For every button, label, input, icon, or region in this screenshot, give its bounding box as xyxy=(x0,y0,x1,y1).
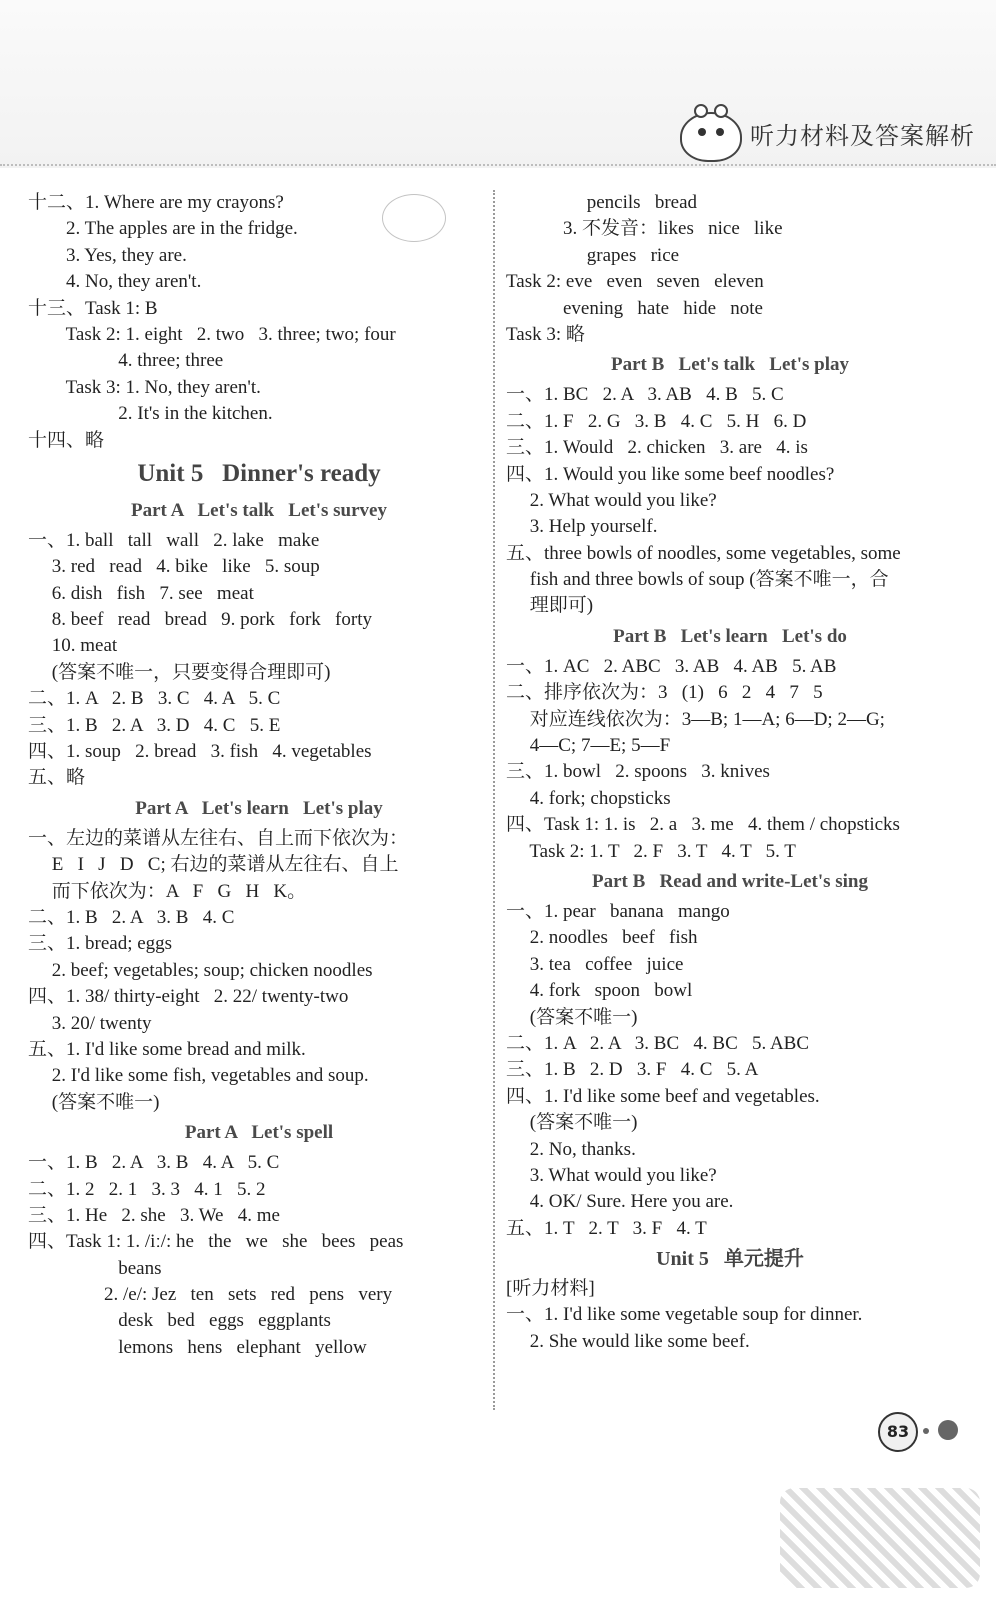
watermark-logo xyxy=(780,1488,980,1588)
answer-line: 三、1. B 2. D 3. F 4. C 5. A xyxy=(506,1059,759,1081)
answer-line: 4. three; three xyxy=(28,350,224,372)
answer-line: 十三、Task 1: B xyxy=(28,297,158,319)
answer-line: 理即可) xyxy=(506,595,594,617)
mascot-icon xyxy=(680,112,742,162)
section-heading: Part B Let's talk Let's play xyxy=(610,354,850,376)
answer-line: grapes rice xyxy=(506,244,680,266)
answer-line: (答案不唯一) xyxy=(506,1006,638,1028)
answer-line: 一、1. B 2. A 3. B 4. A 5. C xyxy=(28,1152,280,1174)
answer-line: 4. fork spoon bowl xyxy=(506,980,693,1002)
answer-line: Task 2: 1. T 2. F 3. T 4. T 5. T xyxy=(506,840,796,862)
answer-line: 2. What would you like? xyxy=(506,489,717,511)
answer-line: 四、1. Would you like some beef noodles? xyxy=(506,463,835,485)
answer-line: 十四、略 xyxy=(28,429,105,451)
page-number: 83 xyxy=(878,1412,918,1452)
answer-line: 一、1. BC 2. A 3. AB 4. B 5. C xyxy=(506,384,784,406)
answer-line: 3. 20/ twenty xyxy=(28,1012,152,1034)
section-heading: Part B Read and write-Let's sing xyxy=(591,870,868,892)
eye-icon xyxy=(716,128,724,136)
answer-line: 10. meat xyxy=(28,635,118,657)
answer-line: evening hate hide note xyxy=(506,297,763,319)
answer-line: 四、1. soup 2. bread 3. fish 4. vegetables xyxy=(28,741,372,763)
answer-line: 五、略 xyxy=(28,767,86,789)
section-heading: Part A Let's learn Let's play xyxy=(135,797,383,819)
answer-line: 4. No, they aren't. xyxy=(28,271,202,293)
answer-line: 四、1. 38/ thirty-eight 2. 22/ twenty-two xyxy=(28,986,349,1008)
antenna-icon xyxy=(694,104,708,118)
unit-heading: Unit 5 单元提升 xyxy=(656,1248,804,1271)
answer-line: 2. No, thanks. xyxy=(506,1138,636,1160)
answer-line: beans xyxy=(28,1257,162,1279)
answer-line: 四、Task 1: 1. /iː/: he the we she bees peas xyxy=(28,1231,404,1253)
answer-line: 十二、1. Where are my crayons? xyxy=(28,192,284,213)
answer-line: Task 3: 略 xyxy=(506,323,585,345)
answer-line: 4—C; 7—E; 5—F xyxy=(506,735,671,757)
answer-line: Task 2: 1. eight 2. two 3. three; two; four xyxy=(28,323,396,345)
answer-line: 三、1. bread; eggs xyxy=(28,933,173,955)
answer-line: 二、1. F 2. G 3. B 4. C 5. H 6. D xyxy=(506,410,807,432)
answer-line: 6. dish fish 7. see meat xyxy=(28,582,254,604)
answer-line: 对应连线依次为：3—B; 1—A; 6—D; 2—G; xyxy=(506,708,885,730)
answer-line: 3. red read 4. bike like 5. soup xyxy=(28,556,320,578)
answer-line: 一、1. pear banana mango xyxy=(506,900,730,922)
answer-line: 一、1. AC 2. ABC 3. AB 4. AB 5. AB xyxy=(506,655,837,677)
answer-line: 2. The apples are in the fridge. xyxy=(28,218,298,240)
answer-line: 五、1. I'd like some bread and milk. xyxy=(28,1038,306,1060)
answer-line: 3. 不发音：likes nice like xyxy=(506,218,783,240)
answer-line: pencils bread xyxy=(506,192,698,213)
right-column xyxy=(506,190,954,1355)
answer-line: 四、Task 1: 1. is 2. a 3. me 4. them / chopsticks xyxy=(506,814,900,836)
answer-line: 2. It's in the kitchen. xyxy=(28,403,273,425)
answer-line: 二、排序依次为：3 (1) 6 2 4 7 5 xyxy=(506,682,823,704)
answer-line: 二、1. B 2. A 3. B 4. C xyxy=(28,906,235,928)
section-heading: Part B Let's learn Let's do xyxy=(613,625,847,647)
answer-line: 4. fork; chopsticks xyxy=(506,787,671,809)
answer-line: 3. Help yourself. xyxy=(506,516,658,538)
answer-line: 四、1. I'd like some beef and vegetables. xyxy=(506,1085,820,1107)
answer-line: 三、1. bowl 2. spoons 3. knives xyxy=(506,761,770,783)
answer-line: (答案不唯一) xyxy=(28,1091,160,1113)
answer-line: 一、1. I'd like some vegetable soup for dinner. xyxy=(506,1304,863,1326)
section-heading: Part A Let's talk Let's survey xyxy=(131,499,387,521)
answer-line: 2. She would like some beef. xyxy=(506,1330,750,1352)
answer-line: 三、1. Would 2. chicken 3. are 4. is xyxy=(506,437,808,459)
answer-line: (答案不唯一) xyxy=(506,1112,638,1134)
large-dot-icon xyxy=(938,1420,958,1440)
antenna-icon xyxy=(714,104,728,118)
answer-line: 三、1. B 2. A 3. D 4. C 5. E xyxy=(28,714,281,736)
answer-line: 2. beef; vegetables; soup; chicken noodles xyxy=(28,959,373,981)
unit-heading: Unit 5 Dinner's ready xyxy=(137,459,381,487)
answer-line: [听力材料] xyxy=(506,1278,595,1300)
answer-line: 而下依次为：A F G H K。 xyxy=(28,880,307,902)
answer-line: 五、1. T 2. T 3. F 4. T xyxy=(506,1217,707,1239)
answer-line: 二、1. A 2. A 3. BC 4. BC 5. ABC xyxy=(506,1032,810,1054)
eye-icon xyxy=(698,128,706,136)
answer-line: 2. /e/: Jez ten sets red pens very xyxy=(28,1284,393,1306)
answer-line: 3. tea coffee juice xyxy=(506,953,684,975)
column-divider xyxy=(493,190,495,1410)
answer-line: 4. OK/ Sure. Here you are. xyxy=(506,1191,734,1213)
answer-line: E I J D C; 右边的菜谱从左往右、自上 xyxy=(28,854,399,876)
answer-line: 一、左边的菜谱从左往右、自上而下依次为： xyxy=(28,827,409,849)
left-column xyxy=(28,190,490,1361)
answer-line: 3. Yes, they are. xyxy=(28,244,187,266)
answer-line: 一、1. ball tall wall 2. lake make xyxy=(28,529,320,551)
answer-line: 8. beef read bread 9. pork fork forty xyxy=(28,609,372,631)
answer-line: 3. What would you like? xyxy=(506,1164,717,1186)
answer-line: 2. I'd like some fish, vegetables and soup. xyxy=(28,1065,369,1087)
answer-line: desk bed eggs eggplants xyxy=(28,1310,331,1332)
header-title: 听力材料及答案解析 xyxy=(750,122,975,150)
answer-line: lemons hens elephant yellow xyxy=(28,1336,367,1358)
small-dot-icon xyxy=(923,1428,929,1434)
answer-line: 二、1. 2 2. 1 3. 3 4. 1 5. 2 xyxy=(28,1178,266,1200)
answer-line: 三、1. He 2. she 3. We 4. me xyxy=(28,1204,280,1226)
header-divider xyxy=(0,164,996,172)
answer-line: (答案不唯一，只要变得合理即可) xyxy=(28,661,331,683)
answer-line: 2. noodles beef fish xyxy=(506,927,698,949)
answer-line: Task 2: eve even seven eleven xyxy=(506,271,764,293)
answer-line: 五、three bowls of noodles, some vegetables, some xyxy=(506,542,901,564)
answer-line: 二、1. A 2. B 3. C 4. A 5. C xyxy=(28,688,281,710)
answer-line: Task 3: 1. No, they aren't. xyxy=(28,376,261,398)
answer-line: fish and three bowls of soup (答案不唯一，合 xyxy=(506,569,889,591)
section-heading: Part A Let's spell xyxy=(184,1122,334,1144)
